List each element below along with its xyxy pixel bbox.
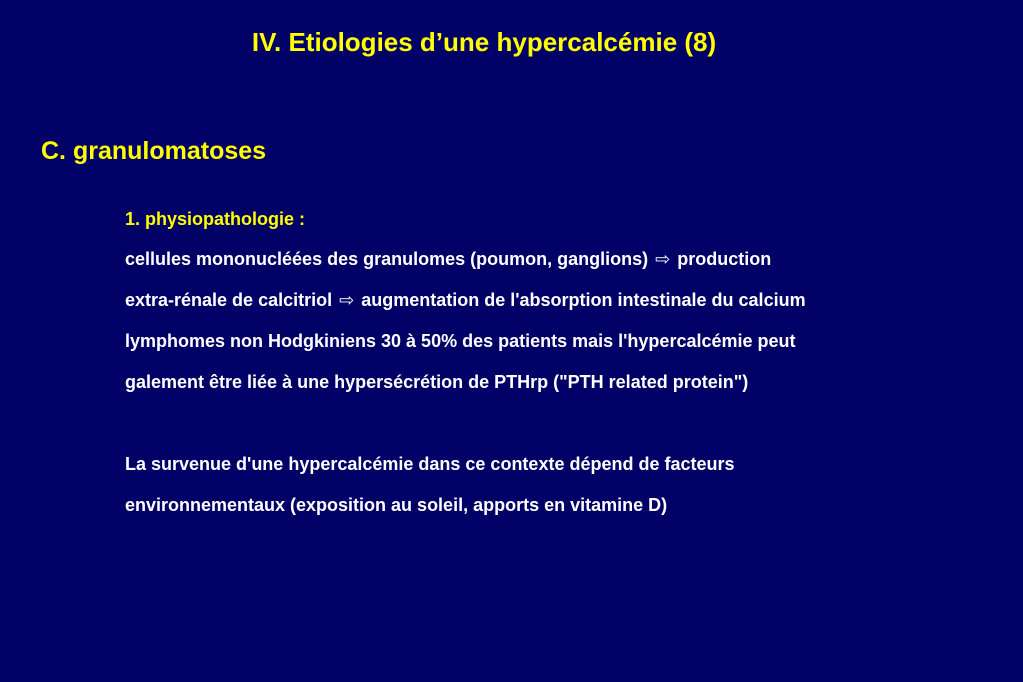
body-line-1-part-a: cellules mononucléées des granulomes (poumon, ganglions) (125, 249, 649, 269)
body-text (125, 245, 1005, 532)
body-line-3: lymphomes non Hodgkiniens 30 à 50% des patients mais l'hypercalcémie peut (125, 331, 796, 351)
body-line-2-part-a: extra-rénale de calcitriol (125, 290, 333, 310)
body-line-2-part-b: augmentation de l'absorption intestinale du calcium (361, 290, 806, 310)
subheading: 1. physiopathologie : (125, 209, 306, 229)
right-arrow-icon: ⇨ (655, 249, 671, 269)
body-line-6: environnementaux (exposition au soleil, apports en vitamine D) (125, 495, 668, 515)
paragraph-gap (125, 409, 1005, 450)
body-line-5: La survenue d'une hypercalcémie dans ce contexte dépend de facteurs (125, 454, 735, 474)
body-line-4: galement être liée à une hypersécrétion de PTHrp ("PTH related protein") (125, 372, 749, 392)
slide-title: IV. Etiologies d’une hypercalcémie (8) (251, 27, 717, 57)
body-line-1-part-b: production (677, 249, 772, 269)
body-line-1 (125, 245, 1005, 286)
right-arrow-icon: ⇨ (339, 290, 355, 310)
section-heading: C. granulomatoses (41, 137, 267, 165)
body-line-2 (125, 286, 1005, 327)
